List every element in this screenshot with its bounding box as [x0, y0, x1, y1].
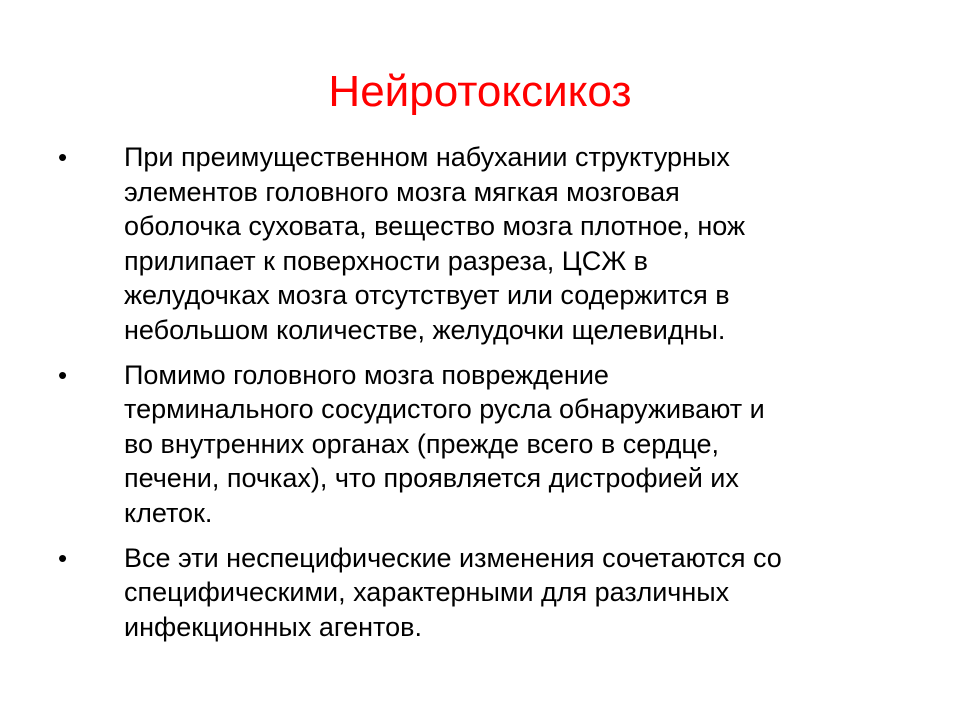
bullet-line: печени, почках), что проявляется дистрофией их: [124, 463, 739, 494]
bullet-line: Все эти неспецифические изменения сочетаются со: [124, 542, 782, 573]
bullet-list: [58, 140, 918, 654]
bullet-marker-icon: •: [58, 142, 68, 172]
bullet-line: Помимо головного мозга повреждение: [124, 359, 609, 390]
bullet-line: При преимущественном набухании структурных: [124, 142, 730, 172]
bullet-line: специфическими, характерными для различных: [124, 577, 730, 608]
bullet-line: клеток.: [124, 497, 213, 528]
bullet-line: прилипает к поверхности разреза, ЦСЖ в: [124, 245, 648, 276]
bullet-marker-icon: •: [58, 359, 68, 390]
bullet-line: терминального сосудистого русла обнаруживают и: [124, 394, 765, 425]
bullet-text: [124, 140, 918, 348]
bullet-line: во внутренних органах (прежде всего в сердце,: [124, 428, 720, 459]
bullet-line: оболочка суховата, вещество мозга плотное, нож: [124, 211, 746, 242]
bullet-line: инфекционных агентов.: [124, 611, 422, 642]
bullet-line: небольшом количестве, желудочки щелевидны.: [124, 314, 726, 345]
bullet-text: [124, 358, 918, 531]
bullet-item: [58, 140, 918, 348]
bullet-line: элементов головного мозга мягкая мозговая: [124, 176, 680, 207]
slide-title: Нейротоксикоз: [328, 67, 632, 116]
bullet-item: [58, 541, 918, 645]
bullet-marker-icon: •: [58, 542, 68, 573]
bullet-text: [124, 541, 918, 645]
bullet-line: желудочках мозга отсутствует или содержится в: [124, 280, 730, 311]
bullet-item: [58, 358, 918, 531]
